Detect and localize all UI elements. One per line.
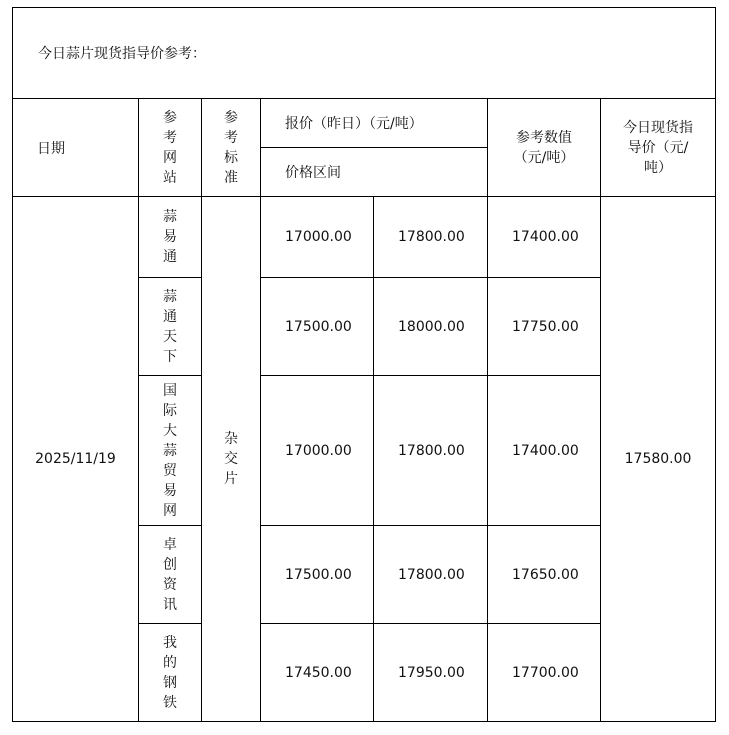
table-title: 今日蒜片现货指导价参考：: [13, 8, 716, 99]
ref-value: 17650.00: [488, 526, 601, 624]
ref-value: 17750.00: [488, 278, 601, 376]
standard-cell: 杂交片: [224, 431, 238, 487]
site-name: 国际大蒜贸易网: [163, 382, 177, 519]
date-cell: 2025/11/19: [13, 197, 139, 722]
low-price: 17450.00: [261, 624, 374, 722]
header-standard: 参考标准: [224, 109, 238, 186]
ref-value: 17400.00: [488, 197, 601, 278]
price-table: [12, 7, 716, 722]
low-price: 17000.00: [261, 376, 374, 526]
header-range: 价格区间: [261, 148, 488, 197]
header-date: 日期: [13, 99, 139, 197]
high-price: 18000.00: [374, 278, 488, 376]
header-ref-value: 参考数值（元/吨）: [513, 129, 575, 166]
site-name: 蒜通天下: [163, 288, 177, 365]
high-price: 17800.00: [374, 197, 488, 278]
low-price: 17500.00: [261, 278, 374, 376]
site-name: 我的钢铁: [163, 634, 177, 711]
high-price: 17800.00: [374, 526, 488, 624]
high-price: 17800.00: [374, 376, 488, 526]
guide-price-cell: 17580.00: [601, 197, 716, 722]
header-guide-price: 今日现货指导价（元/吨）: [623, 119, 694, 176]
ref-value: 17400.00: [488, 376, 601, 526]
header-site: 参考网站: [163, 109, 177, 186]
low-price: 17000.00: [261, 197, 374, 278]
header-quote: 报价（昨日）（元/吨）: [261, 99, 488, 148]
table-row: [13, 197, 716, 278]
site-name: 蒜易通: [163, 209, 177, 265]
site-name: 卓创资讯: [163, 536, 177, 613]
ref-value: 17700.00: [488, 624, 601, 722]
low-price: 17500.00: [261, 526, 374, 624]
high-price: 17950.00: [374, 624, 488, 722]
